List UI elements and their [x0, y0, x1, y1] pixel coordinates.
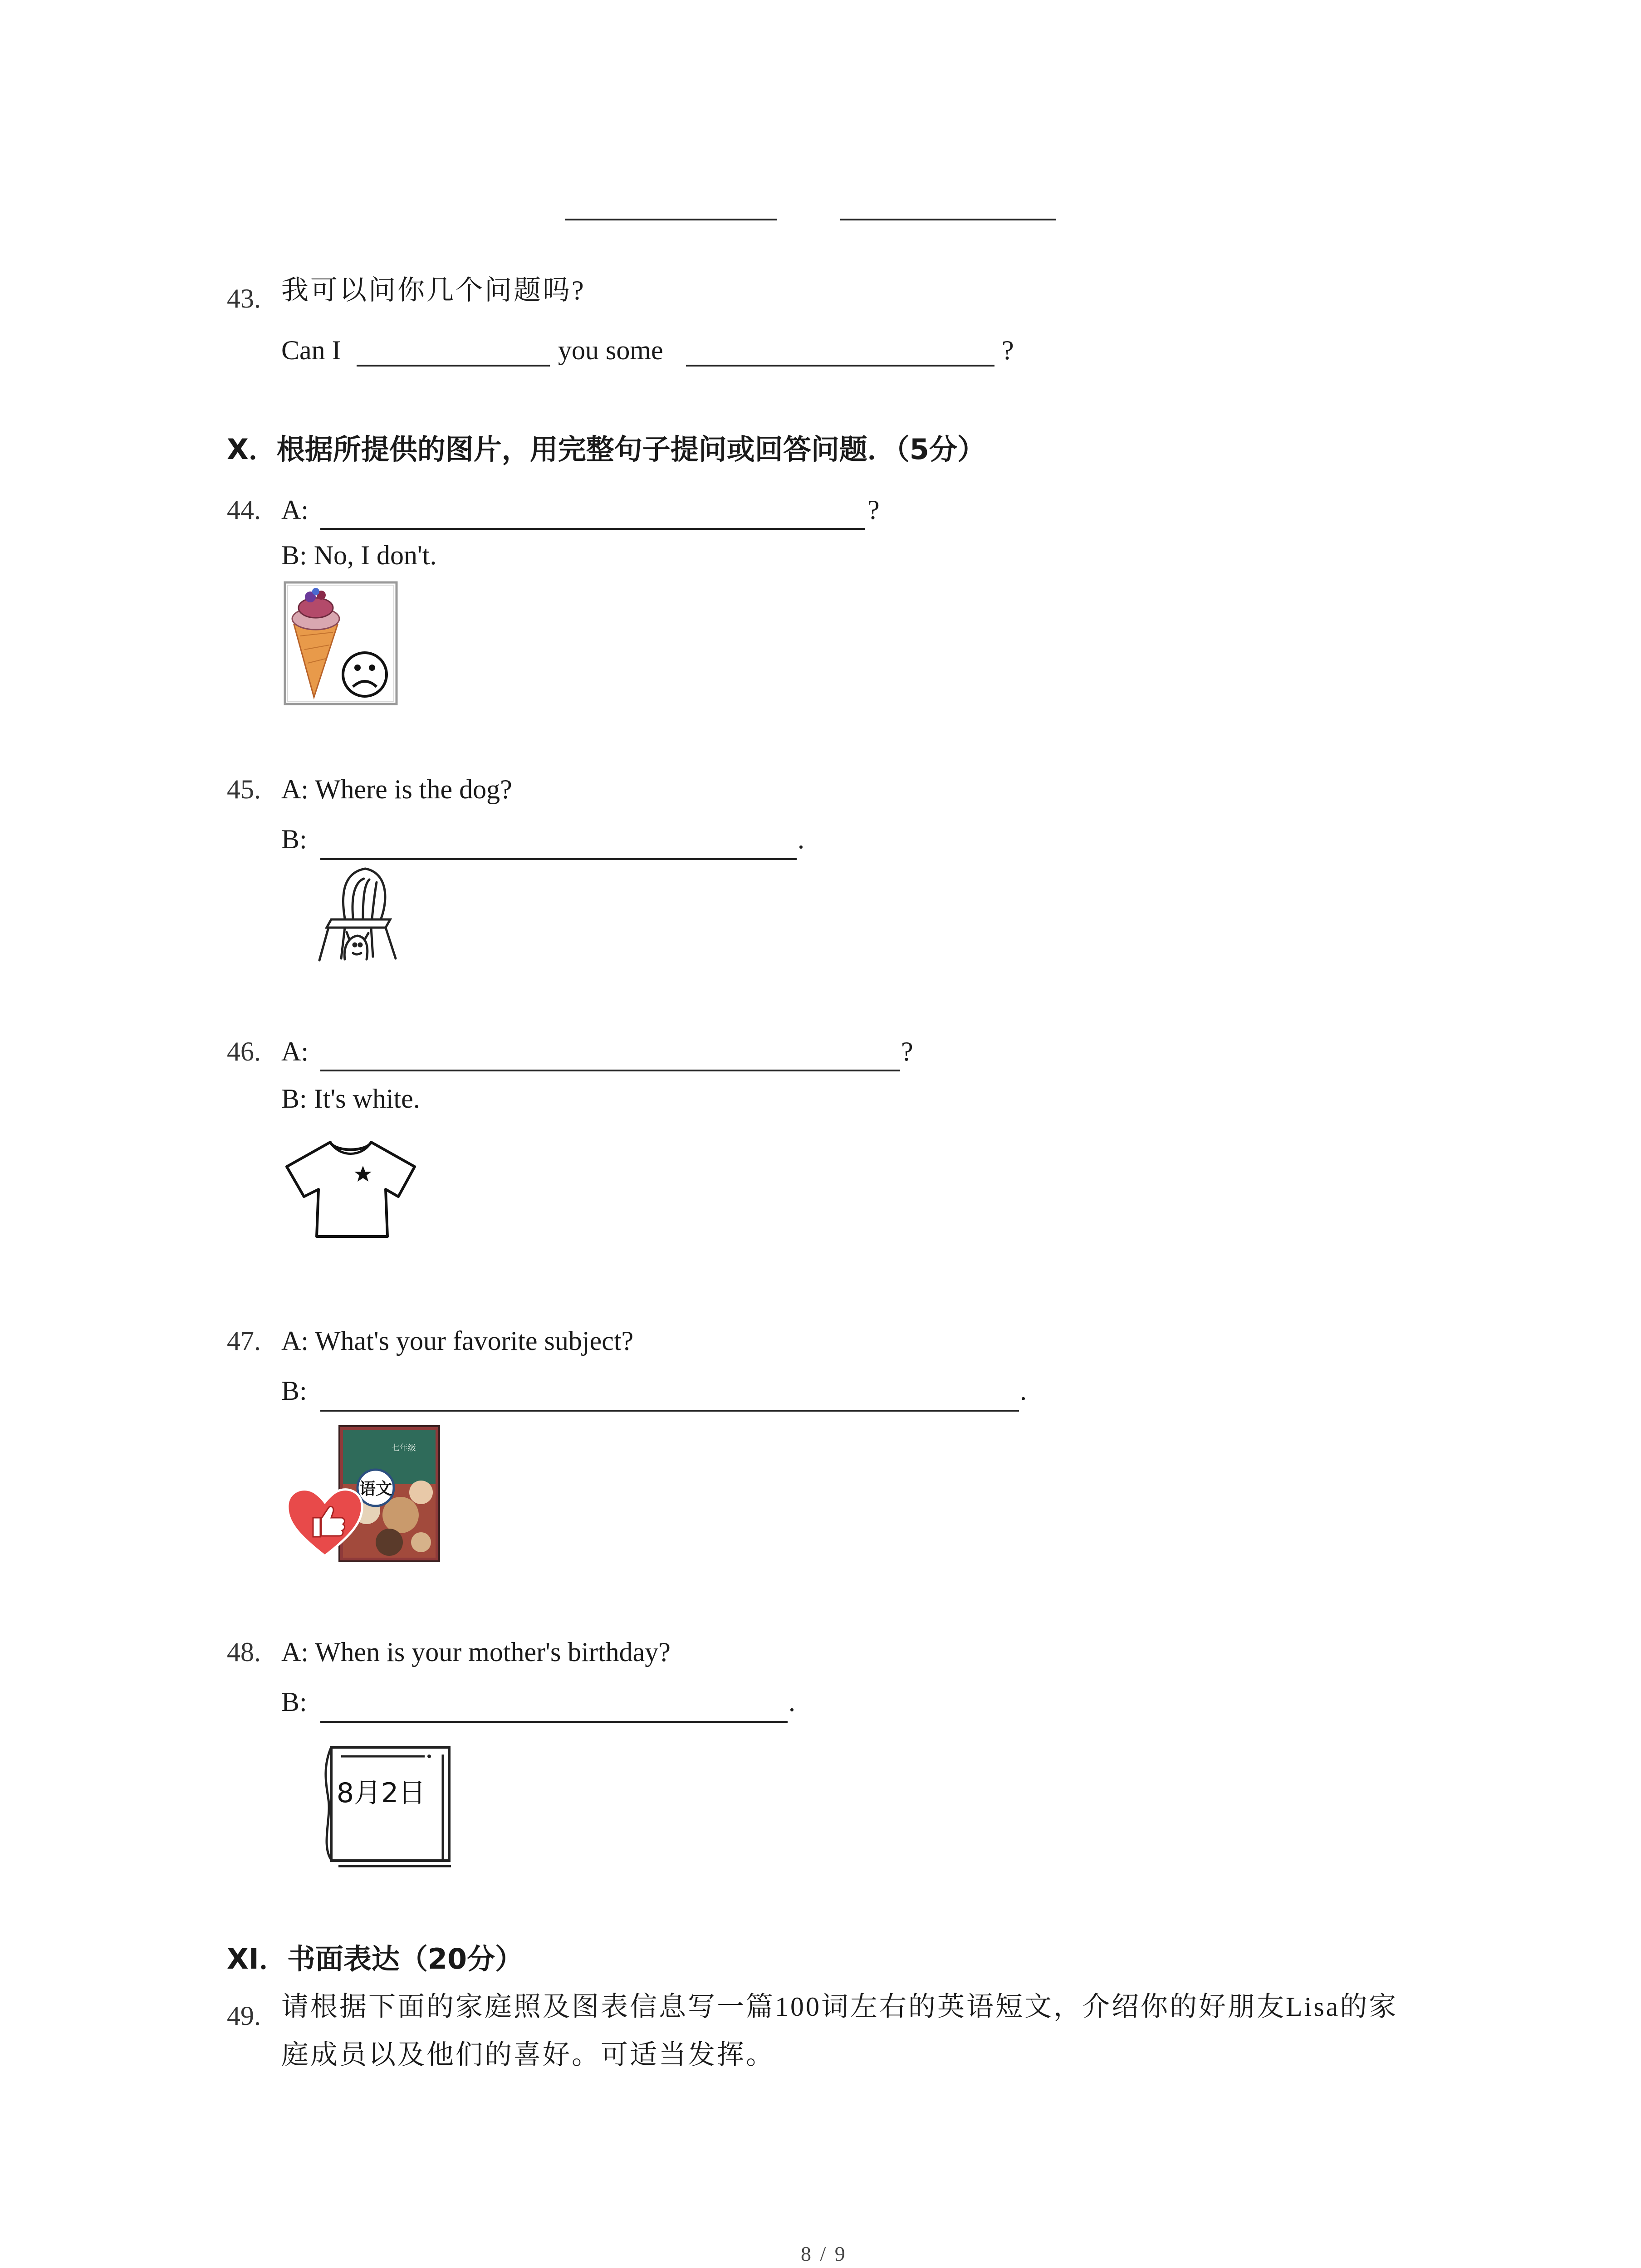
- question-number-47: 47.: [227, 1326, 261, 1356]
- q48-b-end: .: [789, 1687, 795, 1717]
- q48-b-blank[interactable]: [320, 1721, 788, 1723]
- calendar-date-text: 8月2日: [336, 1777, 426, 1809]
- ice-cream-sad-face-icon: [284, 582, 397, 705]
- question-number-44: 44.: [227, 495, 261, 525]
- book-title: 语文: [359, 1479, 392, 1498]
- q45-b-blank[interactable]: [320, 858, 797, 860]
- answer-blank-prev-2[interactable]: [840, 219, 1056, 220]
- question-number-46: 46.: [227, 1036, 261, 1066]
- q49-line-2: 庭成员以及他们的喜好。可适当发挥。: [281, 2040, 775, 2070]
- q47-a-text: A: What's your favorite subject?: [281, 1326, 634, 1356]
- q46-b-text: B: It's white.: [281, 1084, 420, 1114]
- q43-end: ?: [1002, 335, 1014, 365]
- section-10-heading: X．根据所提供的图片，用完整句子提问或回答问题．（5分）: [227, 433, 985, 466]
- q44-a-blank[interactable]: [320, 528, 865, 530]
- question-number-49: 49.: [227, 2001, 261, 2031]
- q45-a-text: A: Where is the dog?: [281, 774, 512, 804]
- t-shirt-icon: [285, 1139, 416, 1239]
- q47-b-label: B:: [281, 1376, 307, 1406]
- answer-blank-prev-1[interactable]: [565, 219, 777, 220]
- q46-a-label: A:: [281, 1036, 309, 1066]
- q43-part2: you some: [558, 335, 663, 365]
- question-number-48: 48.: [227, 1637, 261, 1667]
- q48-b-label: B:: [281, 1687, 307, 1717]
- page-number: 8 / 9: [801, 2242, 847, 2265]
- q48-a-text: A: When is your mother's birthday?: [281, 1637, 671, 1667]
- question-number-43: 43.: [227, 284, 261, 313]
- q43-blank-2[interactable]: [686, 365, 994, 367]
- q43-prompt: 我可以问你几个问题吗?: [281, 275, 586, 305]
- book-label: 七年级: [392, 1443, 416, 1453]
- q44-b-text: B: No, I don't.: [281, 540, 437, 570]
- calendar-icon: [318, 1741, 454, 1868]
- q46-a-end: ?: [901, 1036, 913, 1066]
- question-number-45: 45.: [227, 774, 261, 804]
- section-11-heading: XI．书面表达（20分）: [227, 1942, 524, 1975]
- q46-a-blank[interactable]: [320, 1070, 900, 1071]
- q43-part1: Can I: [281, 335, 341, 365]
- dog-under-chair-icon: [313, 864, 399, 964]
- q44-a-label: A:: [281, 495, 309, 525]
- q49-line-1: 请根据下面的家庭照及图表信息写一篇100词左右的英语短文，介绍你的好朋友Lisa的家: [281, 1992, 1398, 2022]
- q43-blank-1[interactable]: [357, 365, 550, 367]
- q45-b-label: B:: [281, 824, 307, 854]
- q47-b-end: .: [1020, 1376, 1027, 1406]
- chinese-textbook-heart-thumbs-up-icon: [285, 1424, 442, 1563]
- q45-b-end: .: [798, 824, 804, 854]
- q44-a-end: ?: [867, 495, 880, 525]
- q47-b-blank[interactable]: [320, 1410, 1019, 1412]
